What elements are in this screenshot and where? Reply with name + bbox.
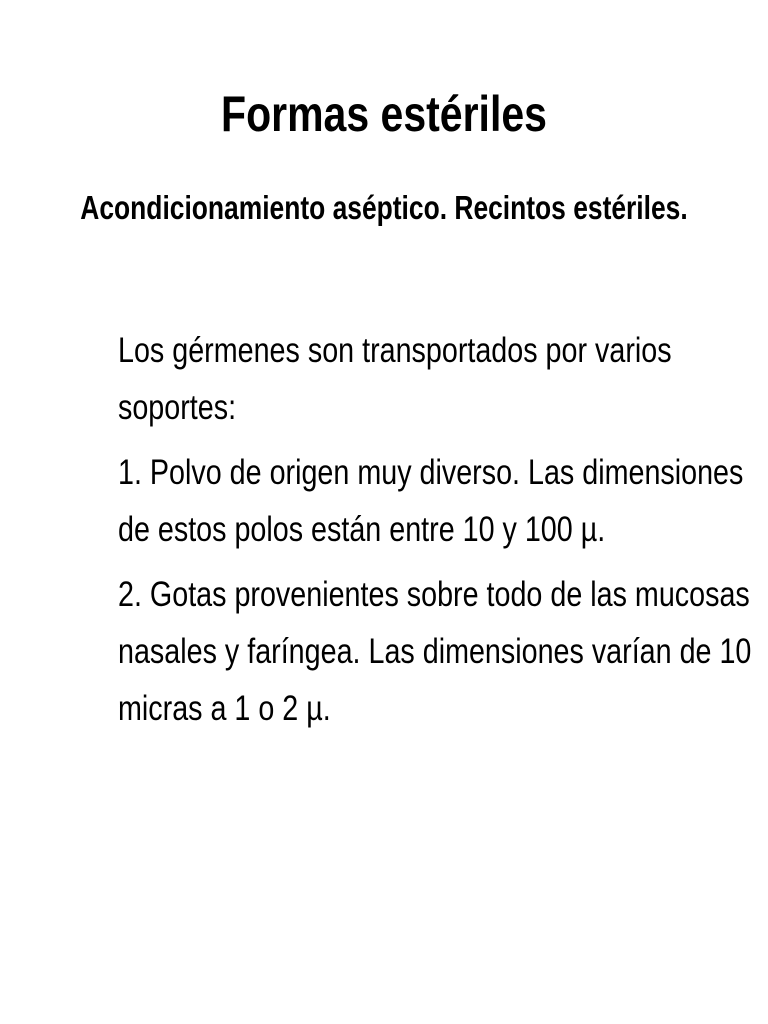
paragraph-intro [118,322,684,436]
text-line: Los gérmenes son transportados por varios [118,331,672,370]
text-line: 1. Polvo de origen muy diverso. Las dimensiones [118,453,744,492]
paragraph-item-2 [118,566,752,737]
text-line: de estos polos están entre 10 y 100 µ. [118,510,606,549]
text-line: 2. Gotas provenientes sobre todo de las mucosas [118,575,750,614]
text-line: soportes: [118,388,237,427]
slide-subtitle: Acondicionamiento aséptico. Recintos estériles. [80,189,688,226]
text-line: nasales y faríngea. Las dimensiones varían de 10 [118,632,752,671]
slide-body [118,322,752,745]
paragraph-item-1 [118,444,744,558]
slide-title: Formas estériles [221,86,547,142]
text-line: micras a 1 o 2 µ. [118,689,331,728]
